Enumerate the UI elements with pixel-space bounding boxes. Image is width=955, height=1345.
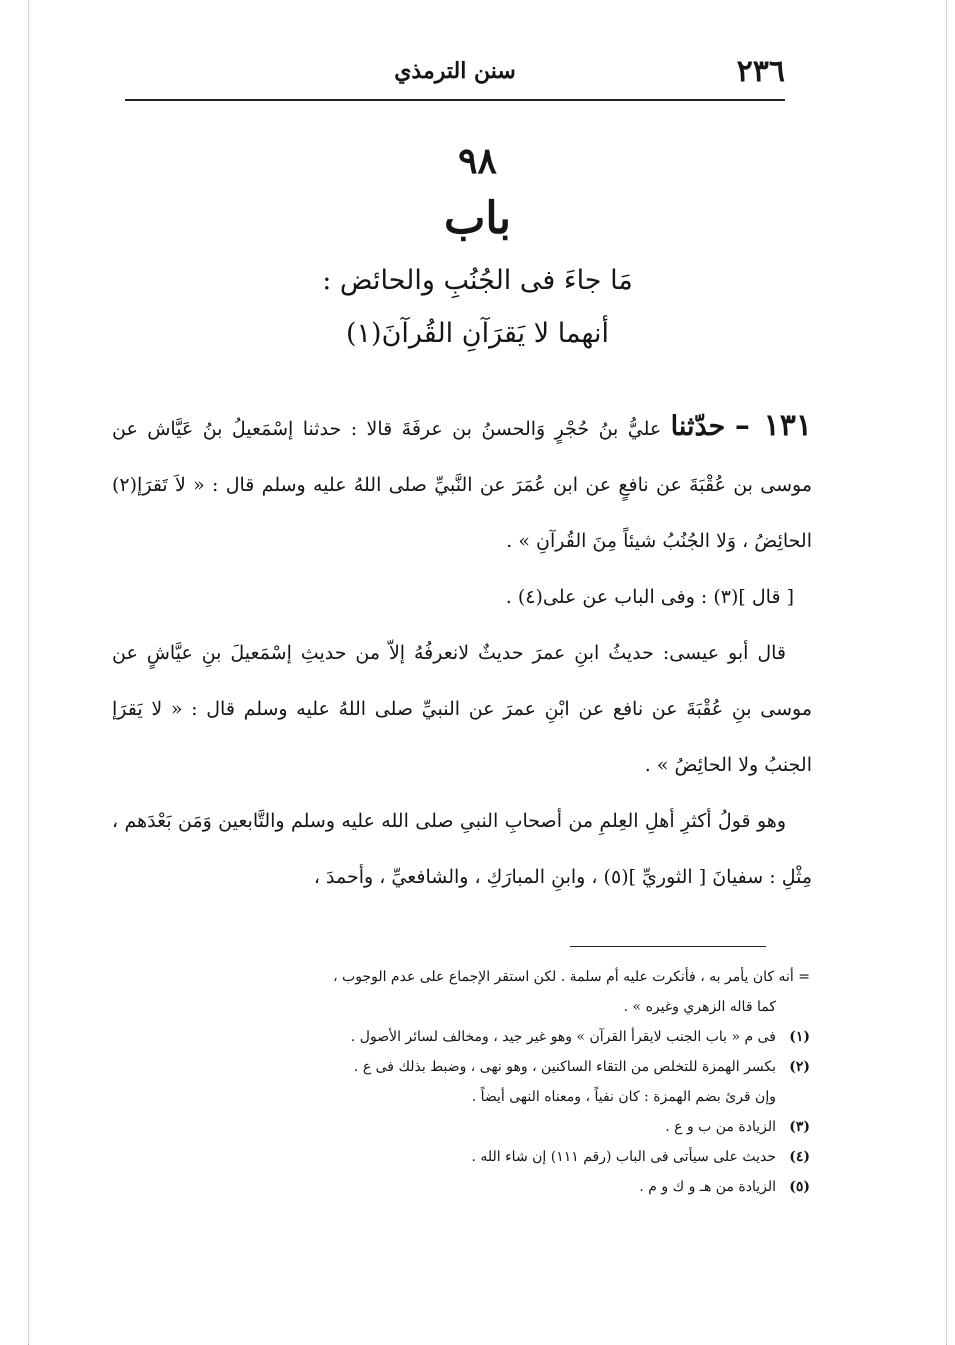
chapter-title-line-1: مَا جاءَ فى الجُنُبِ والحائض : xyxy=(322,265,633,296)
footnote-3: (٣)الزيادة من ب و ع . xyxy=(110,1112,810,1142)
footnote-1-marker: (١) xyxy=(789,1029,810,1045)
footnotes xyxy=(110,962,810,1202)
footnote-2-continued: وإن قرئ بضم الهمزة : كان نفياً ، ومعناه النهى أيضاً . xyxy=(471,1089,776,1105)
page-header xyxy=(125,54,785,96)
footnote-2: (٢)بكسر الهمزة للتخلص من التقاء الساكنين ، وهو نهى ، وضبط بذلك فى ع . xyxy=(110,1052,810,1082)
footnote-5-marker: (٥) xyxy=(789,1179,810,1195)
hadith-text: عليُّ بنُ حُجْرٍ وَالحسنُ بن عرفَةَ قالا : حدثنا إسْمَعيلُ بنُ عَيَّاش عن موسى بن عُقْبَةَ عن نافعٍ عن ابن عُمَرَ عن النَّبيِّ صلى اللهُ عليه وسلم قال : « لاَ تَقرَإ(٢) الحائِضُ ، وَلا الجُنُبُ شيئاً مِنَ القُرآنِ » . xyxy=(112,418,812,552)
footnote-3-marker: (٣) xyxy=(789,1119,810,1135)
chapter-title-line-2: أنهما لا يَقرَآنِ القُرآنَ(١) xyxy=(345,318,610,349)
running-title: سنن الترمذي xyxy=(394,58,516,84)
footnote-4-marker: (٤) xyxy=(789,1149,810,1165)
scholars-paragraph: وهو قولُ أكثرِ أهلِ العِلمِ من أصحابِ النبىِ صلى الله عليه وسلم والتَّابعين وَمَن بَعْدَهم ، مِثْلِ : سفيانَ [ الثوريِّ ](٥) ، وابنِ المبارَكِ ، والشافعيِّ ، وأحمدَ ، xyxy=(112,810,812,888)
footnote-2-marker: (٢) xyxy=(789,1059,810,1075)
hadith-number: ١٣١ – xyxy=(734,408,812,443)
footnote-4: (٤)حديث على سيأتى فى الباب (رقم ١١١) إن شاء الله . xyxy=(110,1142,810,1172)
chapter-number: ٩٨ xyxy=(458,140,497,182)
main-text xyxy=(112,398,812,905)
chapter-label: باب xyxy=(443,193,512,244)
hadith-paragraph xyxy=(112,398,812,569)
footnote-continuation-2: كما قاله الزهري وغيره » . xyxy=(623,999,776,1015)
commentary-paragraph: قال أبو عيسى: حديثُ ابنِ عمرَ حديثٌ لانعرفُهُ إلاّ من حديثِ إسْمَعيلَ بنِ عيَّاشٍ عن موسى بنِ عُقْبَةَ عن نافع عن ابْنِ عمرَ عن النبيِّ صلى اللهُ عليه وسلم قال : « لا يَقرَإ الجنبُ ولا الحائِضُ » . xyxy=(112,642,812,776)
footnote-1: (١)فى م « باب الجنب لايقرأ القرآن » وهو غير جيد ، ومخالف لسائر الأصول . xyxy=(110,1022,810,1052)
page-number: ٢٣٦ xyxy=(736,54,785,89)
header-rule xyxy=(125,99,785,101)
bab-note-paragraph: [ قال ](٣) : وفى الباب عن على(٤) . xyxy=(505,586,794,608)
hadith-intro: حدّثنا xyxy=(670,411,726,442)
footnote-continuation: = أنه كان يأمر به ، فأنكرت عليه أم سلمة . لكن استقر الإجماع على عدم الوجوب ، xyxy=(333,969,810,985)
footnote-rule xyxy=(570,946,766,947)
footnote-5: (٥)الزيادة من هـ و ك و م . xyxy=(110,1172,810,1202)
